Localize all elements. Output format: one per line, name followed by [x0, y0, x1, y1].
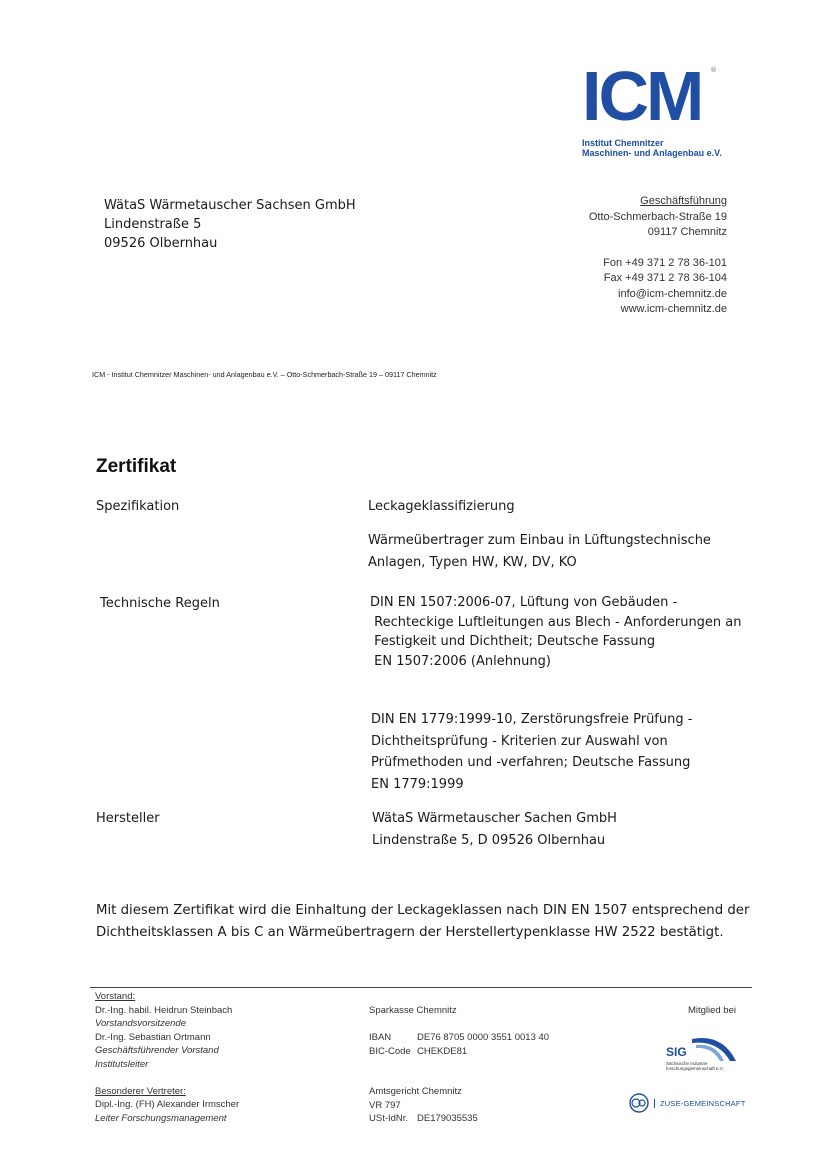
rule2-line: DIN EN 1779:1999-10, Zerstörungsfreie Prüfung -: [371, 712, 693, 727]
rule1-line: EN 1507:2006 (Anlehnung): [370, 653, 551, 669]
ust-value: DE179035535: [417, 1113, 478, 1124]
logo-word: ICM: [582, 57, 702, 135]
rule2-line: EN 1779:1999: [371, 776, 464, 792]
bic-label: BIC-Code: [369, 1045, 411, 1057]
board-person: Dr.-Ing. Sebastian Ortmann: [95, 1031, 211, 1043]
vorstand-heading: Vorstand:: [95, 991, 136, 1002]
ust-label: USt-IdNr.: [369, 1113, 409, 1124]
sender-fon: Fon +49 371 2 78 36-101: [603, 256, 727, 269]
recipient-line2: Lindenstraße 5: [104, 217, 202, 232]
hersteller-line2: Lindenstraße 5, D 09526 Olbernhau: [372, 832, 606, 848]
sender-fax: Fax +49 371 2 78 36-104: [603, 272, 727, 284]
footer-bank-details: [369, 1031, 549, 1058]
spezifikation-detail: [368, 530, 711, 573]
rule1-line: Festigkeit und Dichtheit; Deutsche Fassung: [370, 634, 656, 649]
vertreter-heading: Besonderer Vertreter:: [95, 1085, 186, 1097]
spezifikation-value: Leckageklassifizierung: [368, 499, 515, 514]
rule-din-en-1507: [370, 593, 742, 671]
recipient-line1: WätaS Wärmetauscher Sachsen GmbH: [104, 198, 356, 213]
hersteller-line1: WätaS Wärmetauscher Sachen GmbH: [372, 811, 617, 826]
board-role: Geschäftsführender Vorstand: [95, 1045, 219, 1056]
bic-value: CHEKDE81: [417, 1045, 468, 1057]
sender-heading: Geschäftsführung: [640, 195, 727, 207]
footer-board: [95, 990, 239, 1125]
court: Amtsgericht Chemnitz: [369, 1086, 462, 1097]
statement-line1: Mit diesem Zertifikat wird die Einhaltung der Leckageklassen nach DIN EN 1507 entsprechend der: [96, 903, 750, 918]
rule1-line: Rechteckige Luftleitungen aus Blech - Anforderungen an: [370, 614, 742, 630]
sender-city: 09117 Chemnitz: [647, 226, 727, 238]
rule2-line: Dichtheitsprüfung - Kriterien zur Auswahl von: [371, 733, 668, 749]
registered-mark: ®: [710, 66, 717, 74]
footer-divider: [90, 987, 752, 988]
footer-registry: [369, 1085, 478, 1126]
spezifikation-detail-line2: Anlagen, Typen HW, KW, DV, KO: [368, 554, 577, 570]
recipient-address: [104, 196, 356, 253]
sig-name: SIG: [666, 1045, 687, 1059]
sender-email: info@icm-chemnitz.de: [618, 287, 727, 300]
rule1-line: DIN EN 1507:2006-07, Lüftung von Gebäuden -: [370, 595, 678, 610]
technische-regeln-label: Technische Regeln: [100, 596, 220, 611]
vertreter-person: Dipl.-Ing. (FH) Alexander Irmscher: [95, 1099, 240, 1110]
sender-web: www.icm-chemnitz.de: [620, 303, 727, 315]
board-role: Institutsleiter: [95, 1058, 149, 1070]
board-role: Vorstandsvorsitzende: [95, 1018, 187, 1029]
zuse-name: ZUSE-GEMEINSCHAFT: [654, 1099, 746, 1108]
iban-label: IBAN: [369, 1032, 392, 1043]
hersteller-label: Hersteller: [96, 811, 160, 826]
rule-din-en-1779: [371, 709, 692, 795]
return-address-line: ICM - Institut Chemnitzer Maschinen- und Anlagenbau e.V. – Otto-Schmerbach-Straße 19 – 09117 Chemnitz: [92, 370, 437, 379]
logo-subtitle: [582, 138, 722, 158]
logo-subtitle-line1: Institut Chemnitzer: [582, 138, 664, 148]
vertreter-role: Leiter Forschungsmanagement: [95, 1112, 227, 1124]
document-title: Zertifikat: [96, 456, 177, 477]
certification-statement: [96, 900, 749, 944]
iban-value: DE76 8705 0000 3551 0013 40: [417, 1032, 550, 1043]
footer-bank: Sparkasse Chemnitz: [369, 1005, 457, 1016]
spezifikation-label: Spezifikation: [96, 499, 180, 514]
board-person: Dr.-Ing. habil. Heidrun Steinbach: [95, 1004, 233, 1016]
rule2-line: Prüfmethoden und -verfahren; Deutsche Fassung: [371, 755, 691, 770]
hersteller-value: [372, 808, 617, 851]
vr-number: VR 797: [369, 1099, 401, 1111]
logo-subtitle-line2: Maschinen- und Anlagenbau e.V.: [582, 148, 722, 158]
recipient-line3: 09526 Olbernhau: [104, 236, 218, 251]
sig-subtitle: Sächsische Industrie forschungsgemeinschaft e.V.: [666, 1061, 724, 1071]
statement-line2: Dichtheitsklassen A bis C an Wärmeübertragern der Herstellertypenklasse HW 2522 bestätigt.: [96, 925, 724, 940]
sender-street: Otto-Schmerbach-Straße 19: [588, 210, 727, 223]
zuse-emblem-icon: [628, 1092, 650, 1114]
sig-logo: [664, 1031, 738, 1077]
member-label: Mitglied bei: [687, 1005, 736, 1016]
zuse-logo: [628, 1092, 746, 1114]
spezifikation-detail-line1: Wärmeübertrager zum Einbau in Lüftungstechnische: [368, 533, 711, 548]
icm-logo: [582, 57, 722, 158]
sender-block: [589, 194, 727, 318]
